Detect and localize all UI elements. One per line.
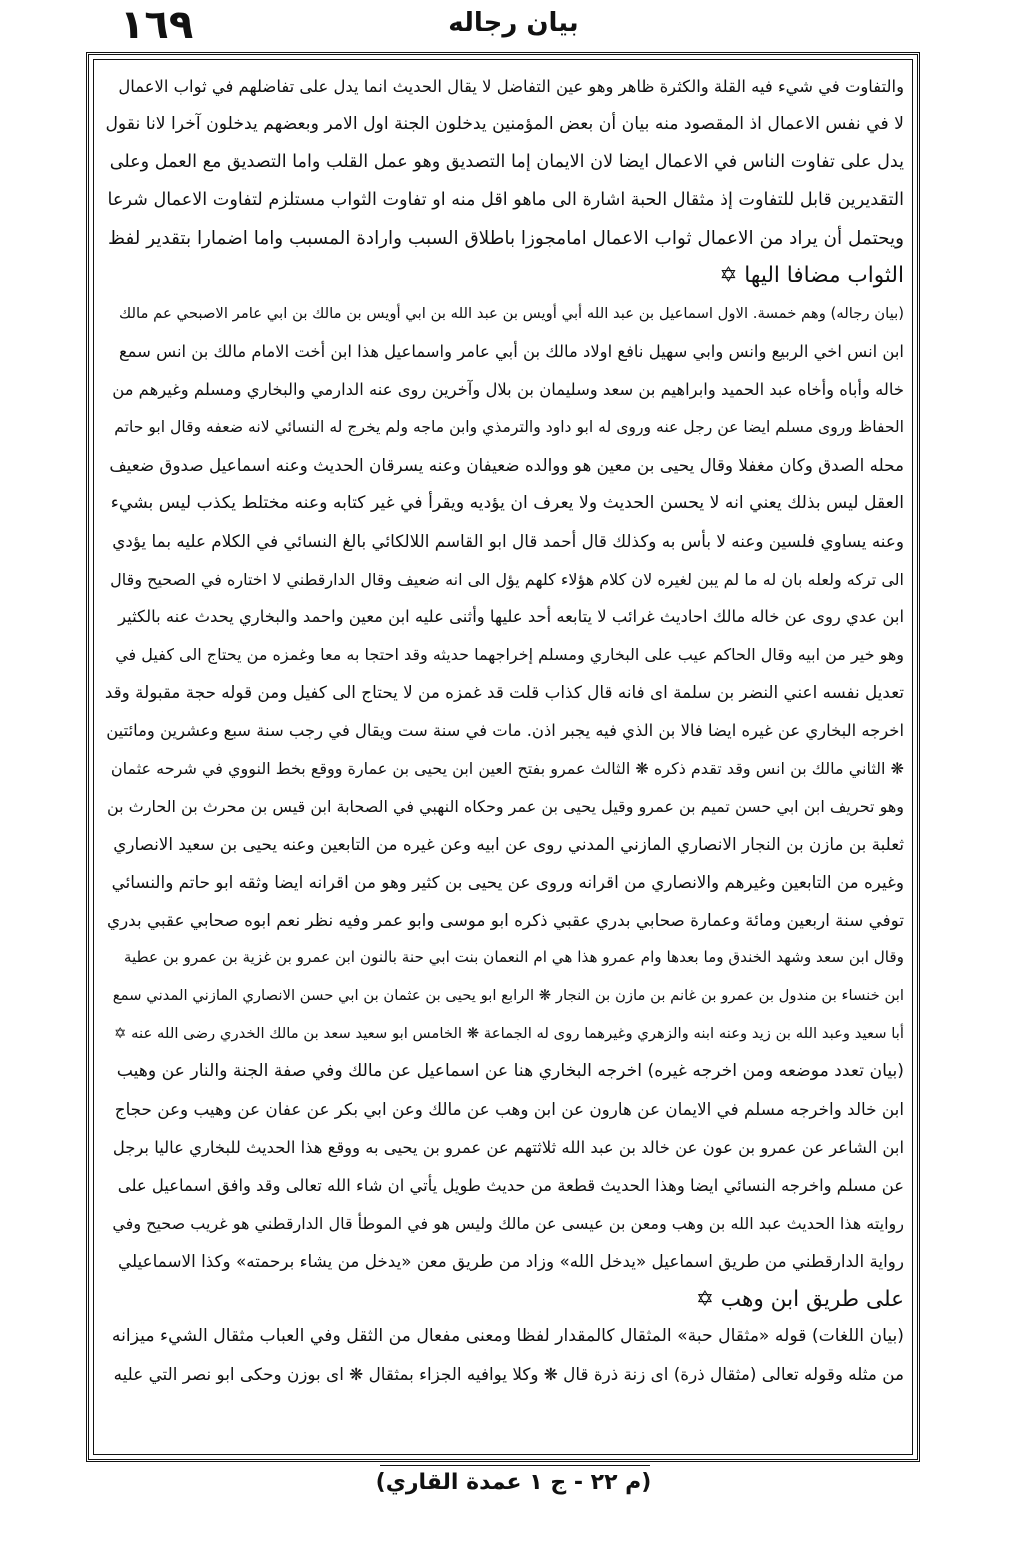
text-line: تعديل نفسه اعني النضر بن سلمة اى فانه قال كذاب قلت قد غمزه من لا يحتاج الى كفيل ومن قوله حجة مقبولة وقد [104, 682, 904, 703]
text-line: الثواب مضافا اليها ✡ [719, 263, 904, 289]
text-line: وهو خير من ابيه وقال الحاكم عيب على البخاري ومسلم إخراجهما حديثه وقد احتجا به معا وغمزه من يحتاج الى كفيل في [115, 645, 904, 665]
text-line: التقديرين قابل للتفاوت إذ مثقال الحبة اشارة الى ماهو اقل منه او تفاوت الثواب مستلزم لتفاوت الاعمال شرعا [107, 189, 904, 210]
text-line: ويحتمل أن يراد من الاعمال ثواب الاعمال امامجوزا باطلاق السبب وارادة المسبب واما اضمارا بتقدير لفظ [108, 227, 904, 249]
text-line: العقل ليس بذلك يعني انه لا يحسن الحديث ولا يعرف ان يؤديه ويقرأ في غير كتابه وعنه مختلط يكذب ليس بشيء [110, 492, 904, 513]
text-line: الحفاظ وروى مسلم ايضا عن رجل عنه وروى له ابو داود والترمذي وابن ماجه ولم يخرج له النسائي لانه ضعفه وقال ابو حاتم [114, 418, 904, 437]
text-line: (بيان رجاله) وهم خمسة. الاول اسماعيل بن عبد الله أبي أويس بن عبد الله بن ابي أويس بن مالك بن ابي عامر الاصبحي عم مالك [119, 305, 904, 323]
text-line: ابن خنساء بن مندول بن عمرو بن غانم بن مازن بن النجار ❋ الرابع ابو يحيى بن عثمان بن ابي حسن الانصاري المازني المدني سمع [112, 987, 904, 1005]
text-line: أبا سعيد وعبد الله بن زيد وعنه ابنه والزهري وغيرهما روى له الجماعة ❋ الخامس ابو سعيد سعد بن مالك الخدري رضى الله عنه ✡ [113, 1025, 904, 1043]
text-line: روايته هذا الحديث عبد الله بن وهب ومعن بن عيسى عن مالك وليس هو في الموطأ قال الدارقطني هو غريب صحيح وفي [112, 1213, 904, 1233]
text-line: من مثله وقوله تعالى (مثقال ذرة) اى زنة ذرة قال ❋ وكلا يوافيه الجزاء بمثقال ❋ اى بوزن وحكى ابو نصر التي عليه [113, 1364, 904, 1385]
text-line: ابن الشاعر عن عمرو بن عون عن خالد بن عبد الله ثلاثتهم عن عمرو بن يحيى به ووقع هذا الحديث للبخاري عاليا برجل [112, 1137, 904, 1157]
text-line: وقال ابن سعد وشهد الخندق وما بعدها وام عمرو هذا هي ام النعمان بنت ابي حنة بالنون ابن عمرو بن غزية بن عمرو بن عطية [123, 948, 904, 967]
text-line: ابن عدي روى عن خاله مالك احاديث غرائب لا يتابعه أحد عليها وأثنى عليه ابن معين واحمد والبخاري يحدث عنه بالكثير [118, 607, 904, 627]
page-footer: (م ٢٢ - ج ١ عمدة القاري) [375, 1470, 652, 1495]
text-line: ابن انس اخي الربيع وانس وابي سهيل نافع اولاد مالك بن أبي عامر واسماعيل هذا ابن أخت الامام مالك بن انس سمع [118, 342, 904, 362]
text-line: توفي سنة اربعين ومائة وعمارة صحابي بدري عقبي ذكره ابو موسى وابو عمر وفيه نظر نعم ابوه صحابي عقبي بدري [106, 909, 904, 930]
text-line: على طريق ابن وهب ✡ [695, 1286, 904, 1312]
text-line: وعنه يساوي فلسين وعنه لا بأس به وكذلك قال أحمد قال ابو القاسم اللالكائي بالغ النسائي في الكلام عليه بما يؤدي [112, 530, 904, 551]
text-line: رواية الدارقطني من طريق اسماعيل «يدخل الله» وزاد من طريق معن «يدخل من يشاء برحمته» وكذا الاسماعيلي [118, 1250, 904, 1271]
text-line: ابن خالد واخرجه مسلم في الايمان عن هارون عن ابن وهب عن مالك وعن ابي بكر عن عفان عن وهيب وعن حجاج [114, 1099, 904, 1120]
text-line: وغيره من التابعين وغيرهم والانصاري من اقرانه وروى عن يحيى بن كثير وهو من اقرانه ايضا وثقه ابو حاتم والنسائي [111, 871, 904, 892]
body-text [104, 68, 904, 1394]
text-line: ❋ الثاني مالك بن انس وقد تقدم ذكره ❋ الثالث عمرو بفتح العين ابن يحيى بن عمارة ووقع بخط النووي في شرحه عثمان [110, 759, 904, 779]
text-line: عن مسلم واخرجه النسائي ايضا وهذا الحديث قطعة من حديث طويل يأتي ان شاء الله تعالى وقد وافق اسماعيل على [117, 1175, 904, 1195]
text-line: والتفاوت في شيء فيه القلة والكثرة ظاهر وهو عين التفاضل لا يقال الحديث انما يدل على تفاضلهم في ثواب الاعمال [118, 77, 904, 96]
text-line: الى تركه ولعله بان له ما لم يبن لغيره لان كلام هؤلاء كلهم يؤل الى انه ضعيف وقال الدارقطني لا اختاره في الصحيح وقال [110, 569, 904, 589]
running-title: بيان رجاله [448, 8, 579, 38]
page-number: ١٦٩ [120, 2, 194, 48]
text-line: ثعلبة بن مازن بن النجار الانصاري المازني المدني روى عن ابيه وعن غيره من التابعين وعنه يحيى بن سعيد الانصاري [113, 833, 904, 854]
text-line: محله الصدق وكان مغفلا وقال يحيى بن معين هو ووالده ضعيفان وعنه يسرقان الحديث وعنه اسماعيل صدوق ضعيف [109, 454, 904, 475]
text-line: يدل على تفاوت الناس في الاعمال ايضا لان الايمان إما التصديق وهو عمل القلب واما التصديق مع العمل وعلى [109, 151, 904, 172]
text-line: خاله وأباه وأخاه عبد الحميد وابراهيم بن سعد وسليمان بن بلال وآخرين روى عنه الدارمي والبخاري ومسلم وغيرهم من [112, 380, 904, 400]
text-line: (بيان تعدد موضعه ومن اخرجه غيره) اخرجه البخاري هنا عن اسماعيل عن مالك وفي صفة الجنة والنار عن وهيب [116, 1061, 904, 1082]
footer-rule [380, 1465, 650, 1466]
text-line: (بيان اللغات) قوله «مثقال حبة» المثقال كالمقدار لفظا ومعنى مفعال من الثقل وفي العباب مثقال الشيء ميزانه [111, 1326, 904, 1347]
text-line: لا في نفس الاعمال اذ المقصود منه بيان أن بعض المؤمنين يدخلون الجنة اول الامر وبعضهم يدخلون آخرا لانا نقول [105, 113, 904, 134]
text-line: اخرجه البخاري عن غيره ايضا فالا بن الذي فيه يجبر اذن. مات في سنة ست ويقال في رجب سنة سبع وعشرين ومائتين [106, 721, 904, 741]
text-line: وهو تحريف ابن ابي حسن تميم بن عمرو وقيل يحيى بن عمر وحكاه النهبي في الصحابة ابن قيس بن محرث بن الحارث بن [106, 796, 904, 816]
